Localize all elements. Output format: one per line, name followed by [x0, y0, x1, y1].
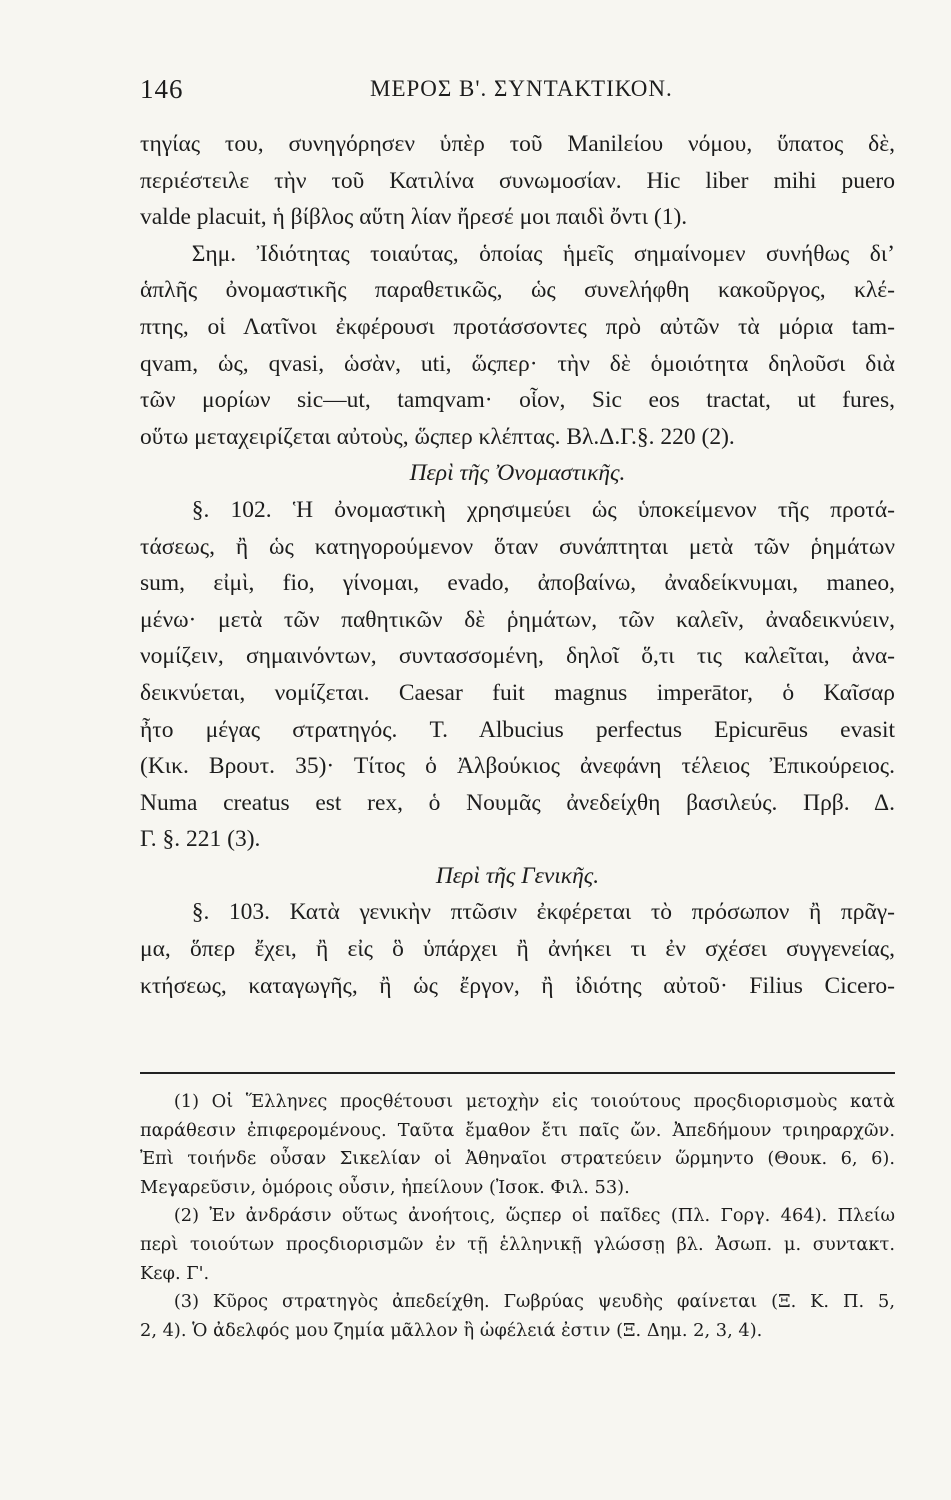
- section-102-start: §. 102. Ἡ ὀνομαστικὴ χρησιμεύει ὡς ὑποκείμενον τῆς προτά-: [191, 496, 895, 523]
- text-line: περιέστειλε τὴν τοῦ Κατιλίνα συνωμοσίαν. Hic liber mihi puero: [140, 167, 895, 194]
- footnote-separator: [140, 1072, 895, 1074]
- main-text: [140, 126, 895, 1004]
- footnote-3: (3) Κῦρος στρατηγὸς ἀπεδείχθη. Γωβρύας ψευδὴς φαίνεται (Ξ. Κ. Π. 5,: [173, 1291, 895, 1313]
- footnote-line: Μεγαρεῦσιν, ὁμόροις οὖσιν, ἠπείλουν (Ἰσοκ. Φιλ. 53).: [140, 1176, 630, 1198]
- text-line: Numa creatus est rex, ὁ Νουμᾶς ἀνεδείχθη βασιλεύς. Πρβ. Δ.: [140, 789, 895, 816]
- footnote-line: Ἐπὶ τοιήνδε οὖσαν Σικελίαν οἱ Ἀθηναῖοι στρατεύειν ὥρμηντο (Θουκ. 6, 6).: [140, 1148, 895, 1170]
- text-line: οὕτω μεταχειρίζεται αὐτοὺς, ὥςπερ κλέπτας. Βλ.Δ.Γ.§. 220 (2).: [140, 423, 735, 450]
- footnote-1: (1) Οἱ Ἕλληνες προςθέτουσι μετοχὴν εἰς τοιούτους προςδιορισμοὺς κατὰ: [173, 1091, 895, 1112]
- text-line: qvam, ὡς, qvasi, ὡσὰν, uti, ὥςπερ· τὴν δὲ ὁμοιότητα δηλοῦσι διὰ: [140, 350, 895, 377]
- footnote-2: (2) Ἐν ἀνδράσιν οὕτως ἀνοήτοις, ὥςπερ οἱ παῖδες (Πλ. Γοργ. 464). Πλείω: [173, 1205, 895, 1227]
- footnote-line: 2, 4). Ὁ ἀδελφός μου ζημία μᾶλλον ἢ ὠφέλειά ἐστιν (Ξ. Δημ. 2, 3, 4).: [140, 1319, 763, 1341]
- text-line: μα, ὅπερ ἔχει, ἢ εἰς ὃ ὑπάρχει ἢ ἀνήκει τι ἐν σχέσει συγγενείας,: [140, 936, 895, 963]
- text-line: τηγίας του, συνηγόρησεν ὑπὲρ τοῦ Manilείου νόμου, ὕπατος δὲ,: [140, 131, 895, 157]
- footnote-line: Κεφ. Γ'.: [140, 1262, 210, 1284]
- section-heading-nominative: Περὶ τῆς Ὀνομαστικῆς.: [409, 460, 626, 487]
- page-header: [140, 74, 895, 114]
- text-line: μένω· μετὰ τῶν παθητικῶν δὲ ῥημάτων, τῶν καλεῖν, ἀναδεικνύειν,: [140, 606, 895, 633]
- page-number: 146: [140, 74, 184, 104]
- text-line: valde placuit, ἡ βίβλος αὕτη λίαν ἤρεσέ μοι παιδὶ ὄντι (1).: [140, 204, 688, 231]
- text-line: κτήσεως, καταγωγῆς, ἢ ὡς ἔργον, ἢ ἰδιότης αὐτοῦ· Filius Cicero-: [140, 972, 895, 999]
- footnote-line: παράθεσιν ἐπιφερομένους. Ταῦτα ἔμαθον ἔτι παῖς ὤν. Ἀπεδήμουν τριηραρχῶν.: [140, 1119, 895, 1141]
- text-line: ἦτο μέγας στρατηγός. T. Albucius perfectus Epicurēus evasit: [140, 716, 895, 743]
- text-line: (Κικ. Βρουτ. 35)· Τίτος ὁ Ἀλβούκιος ἀνεφάνη τέλειος Ἐπικούρειος.: [140, 753, 895, 780]
- note-paragraph-start: Σημ. Ἰδιότητας τοιαύτας, ὁποίας ἡμεῖς σημαίνομεν συνήθως δι’: [191, 240, 895, 267]
- footnotes: [140, 1088, 895, 1345]
- text-line: τάσεως, ἢ ὡς κατηγορούμενον ὅταν συνάπτηται μετὰ τῶν ῥημάτων: [140, 533, 895, 560]
- text-line: νομίζειν, σημαινόντων, συντασσομένη, δηλοῖ ὅ,τι τις καλεῖται, ἀνα-: [140, 643, 895, 670]
- footnote-line: περὶ τοιούτων προςδιορισμῶν ἐν τῇ ἑλληνικῇ γλώσσῃ βλ. Ἀσωπ. μ. συντακτ.: [140, 1233, 895, 1255]
- text-line: Γ. §. 221 (3).: [140, 826, 261, 853]
- section-103-start: §. 103. Κατὰ γενικὴν πτῶσιν ἐκφέρεται τὸ πρόσωπον ἢ πρᾶγ-: [191, 899, 895, 926]
- text-line: δεικνύεται, νομίζεται. Caesar fuit magnus imperātor, ὁ Καῖσαρ: [140, 679, 895, 706]
- text-line: ἁπλῆς ὀνομαστικῆς παραθετικῶς, ὡς συνελήφθη κακοῦργος, κλέ-: [140, 277, 895, 304]
- running-title: ΜΕΡΟΣ Β'. ΣΥΝΤΑΚΤΙΚΟΝ.: [370, 76, 673, 101]
- section-heading-genitive: Περὶ τῆς Γενικῆς.: [435, 862, 600, 889]
- text-line: sum, εἰμὶ, fio, γίνομαι, evado, ἀποβαίνω, ἀναδείκνυμαι, maneo,: [140, 570, 895, 597]
- text-line: τῶν μορίων sic—ut, tamqvam· οἷον, Sic eos tractat, ut fures,: [140, 387, 895, 414]
- text-line: πτης, οἱ Λατῖνοι ἐκφέρουσι προτάσσοντες πρὸ αὐτῶν τὰ μόρια tam-: [140, 313, 895, 340]
